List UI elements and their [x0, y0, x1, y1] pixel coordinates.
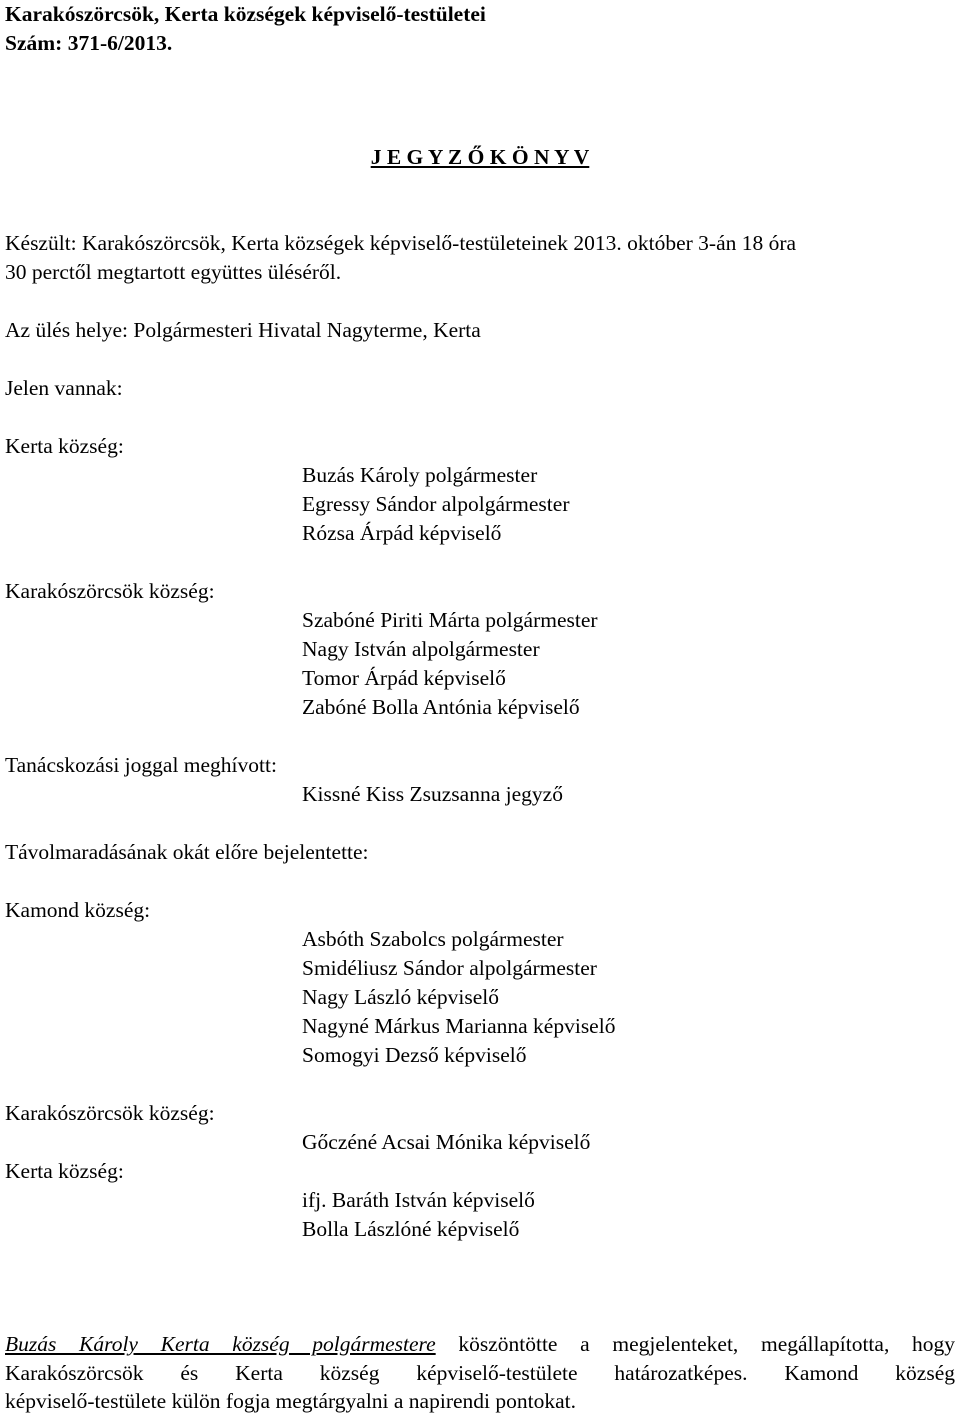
absent-kerta-member: Bolla Lászlóné képviselő	[302, 1217, 520, 1241]
absent-label: Távolmaradásának okát előre bejelentette:	[5, 840, 369, 864]
absent-kamond-member: Nagy László képviselő	[302, 985, 500, 1009]
closing-line	[5, 1330, 955, 1359]
document-title: J E G Y Z Ő K Ö N Y V	[370, 145, 590, 169]
absent-kamond-member: Nagyné Márkus Marianna képviselő	[302, 1014, 616, 1038]
council-name: Karakószörcsök, Kerta községek képviselő-testületei	[5, 2, 486, 26]
absent-kamond-member: Asbóth Szabolcs polgármester	[302, 927, 564, 951]
advisory-label: Tanácskozási joggal meghívott:	[5, 753, 277, 777]
speaker-name: Buzás Károly Kerta község polgármestere	[5, 1332, 436, 1356]
absent-kerta-label: Kerta község:	[5, 1159, 124, 1183]
advisory-member: Kissné Kiss Zsuzsanna jegyző	[302, 782, 563, 806]
present-kerta-label: Kerta község:	[5, 434, 124, 458]
closing-text: köszöntötte a megjelenteket, megállapította, hogy	[435, 1332, 955, 1356]
made-line-2: 30 perctől megtartott együttes üléséről.	[5, 260, 342, 284]
absent-karako-member: Gőczéné Acsai Mónika képviselő	[302, 1130, 591, 1154]
present-karako-member: Zabóné Bolla Antónia képviselő	[302, 695, 580, 719]
present-karako-member: Nagy István alpolgármester	[302, 637, 540, 661]
absent-karako-label: Karakószörcsök község:	[5, 1101, 215, 1125]
meeting-venue: Az ülés helye: Polgármesteri Hivatal Nagyterme, Kerta	[5, 318, 481, 342]
present-karako-member: Szabóné Piriti Márta polgármester	[302, 608, 598, 632]
present-karako-label: Karakószörcsök község:	[5, 579, 215, 603]
present-karako-member: Tomor Árpád képviselő	[302, 666, 506, 690]
present-kerta-member: Egressy Sándor alpolgármester	[302, 492, 570, 516]
absent-kamond-member: Smidéliusz Sándor alpolgármester	[302, 956, 597, 980]
absent-kamond-member: Somogyi Dezső képviselő	[302, 1043, 527, 1067]
absent-kerta-member: ifj. Baráth István képviselő	[302, 1188, 535, 1212]
made-line-1: Készült: Karakószörcsök, Kerta községek képviselő-testületeinek 2013. október 3-án 18 óra	[5, 231, 797, 255]
present-kerta-member: Rózsa Árpád képviselő	[302, 521, 502, 545]
present-kerta-member: Buzás Károly polgármester	[302, 463, 538, 487]
closing-paragraph	[5, 1330, 955, 1416]
absent-kamond-label: Kamond község:	[5, 898, 151, 922]
document-number: Szám: 371-6/2013.	[5, 31, 173, 55]
closing-line: Karakószörcsök és Kerta község képviselő-testülete határozatképes. Kamond község	[5, 1360, 955, 1385]
present-label: Jelen vannak:	[5, 376, 123, 400]
closing-line: képviselő-testülete külön fogja megtárgyalni a napirendi pontokat.	[5, 1389, 576, 1413]
